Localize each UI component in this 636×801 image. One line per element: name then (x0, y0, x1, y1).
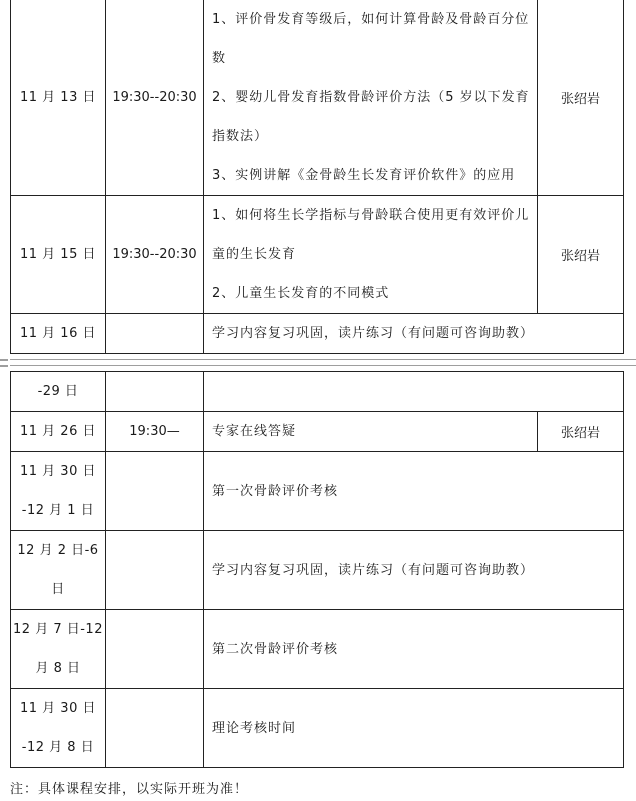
date-cell (11, 452, 106, 531)
date-cell (11, 412, 106, 452)
content-cell (204, 0, 538, 196)
table-row (11, 372, 624, 412)
table-row (11, 412, 624, 452)
time-cell: 19:30--20:30 (106, 196, 204, 314)
date-line: 日 (51, 582, 65, 597)
teacher-cell: 张绍岩 (538, 0, 624, 196)
date-line: 11 月 15 日 (20, 247, 96, 262)
date-cell (11, 314, 106, 354)
content-cell (204, 196, 538, 314)
footnote: 注：具体课程安排，以实际开班为准！ (10, 782, 249, 797)
time-cell (106, 610, 204, 689)
date-line: 12 月 7 日-12 (13, 622, 103, 637)
time-cell (106, 452, 204, 531)
content-line: 第一次骨龄评价考核 (212, 483, 339, 499)
content-cell (204, 531, 624, 610)
date-line: 11 月 26 日 (20, 424, 96, 439)
table-row (11, 610, 624, 689)
content-cell (204, 610, 624, 689)
content-line: 第二次骨龄评价考核 (212, 641, 339, 657)
content-line: 3、实例讲解《金骨龄生长发育评价软件》的应用 (212, 168, 516, 183)
page-break-mark (0, 359, 8, 361)
time-cell: 19:30--20:30 (106, 0, 204, 196)
content-line: 1、如何将生长学指标与骨龄联合使用更有效评价儿 (212, 208, 530, 223)
date-line: 11 月 16 日 (20, 326, 96, 341)
date-line: 12 月 2 日-6 (17, 543, 99, 558)
content-line: 童的生长发育 (212, 247, 297, 262)
table-row (11, 196, 624, 314)
date-cell (11, 372, 106, 412)
table-row (11, 689, 624, 768)
page-break-separator (0, 356, 636, 370)
date-line: 11 月 30 日 (20, 464, 96, 479)
content-cell (204, 452, 624, 531)
content-cell (204, 372, 624, 412)
time-cell (106, 372, 204, 412)
content-line: 2、儿童生长发育的不同模式 (212, 286, 390, 301)
table-row (11, 452, 624, 531)
table-row (11, 314, 624, 354)
content-line: 学习内容复习巩固，读片练习（有问题可咨询助教） (212, 326, 535, 341)
content-line: 理论考核时间 (212, 720, 297, 736)
time-cell (106, 314, 204, 354)
date-cell (11, 196, 106, 314)
date-line: 11 月 13 日 (20, 90, 96, 105)
table-row (11, 0, 624, 196)
content-line: 2、婴幼儿骨发育指数骨龄评价方法（5 岁以下发育 (212, 90, 530, 105)
table-row (11, 531, 624, 610)
content-line: 专家在线答疑 (212, 424, 297, 439)
date-line: -12 月 1 日 (21, 503, 95, 518)
content-cell (204, 314, 624, 354)
page-break-line (10, 365, 636, 366)
date-cell (11, 531, 106, 610)
content-cell (204, 412, 538, 452)
date-line: 月 8 日 (35, 661, 81, 676)
content-line: 学习内容复习巩固，读片练习（有问题可咨询助教） (212, 562, 535, 578)
content-line: 1、评价骨发育等级后，如何计算骨龄及骨龄百分位 (212, 12, 530, 27)
teacher-cell: 张绍岩 (538, 196, 624, 314)
time-cell (106, 531, 204, 610)
schedule-table-part1 (10, 0, 624, 354)
page-break-line (10, 359, 636, 360)
content-line: 数 (212, 51, 227, 66)
page-break-mark (0, 365, 8, 367)
date-line: -12 月 8 日 (21, 740, 95, 755)
teacher-cell: 张绍岩 (538, 412, 624, 452)
schedule-table-part2 (10, 371, 624, 768)
content-line: 指数法） (212, 129, 269, 144)
date-cell (11, 689, 106, 768)
date-cell (11, 0, 106, 196)
time-cell: 19:30— (106, 412, 204, 452)
date-line: -29 日 (37, 384, 79, 399)
time-cell (106, 689, 204, 768)
date-cell (11, 610, 106, 689)
date-line: 11 月 30 日 (20, 701, 96, 716)
content-cell (204, 689, 624, 768)
